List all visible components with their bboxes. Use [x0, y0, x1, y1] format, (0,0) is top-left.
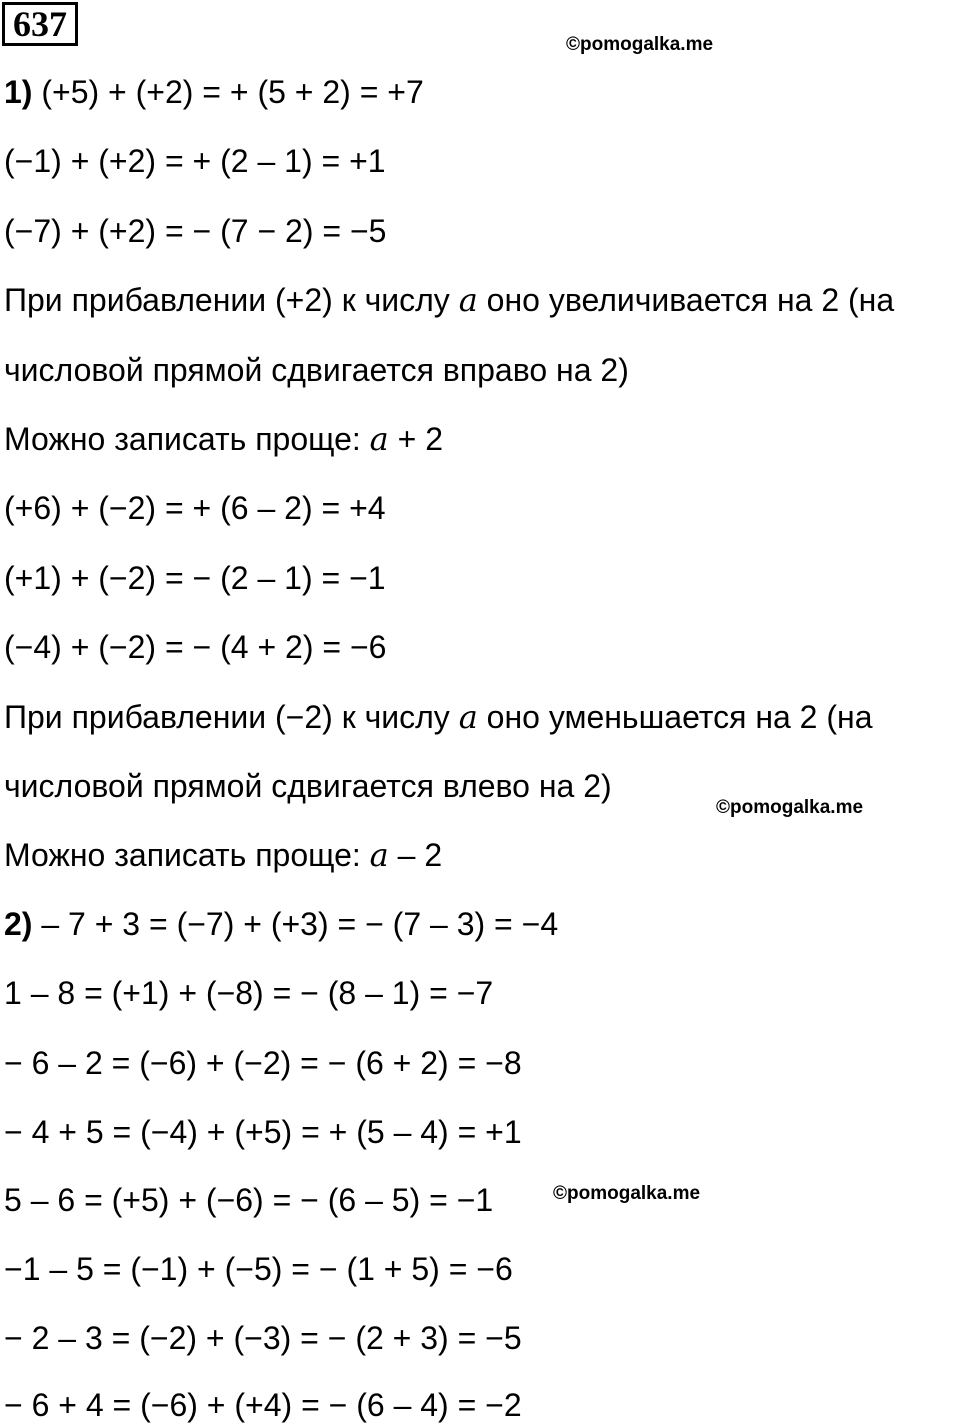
- solution-line: [4, 141, 386, 181]
- line-text: Можно записать проще:: [4, 421, 370, 457]
- solution-line: [4, 1318, 522, 1358]
- line-text: Можно записать проще:: [4, 837, 370, 873]
- solution-line: [4, 835, 442, 875]
- variable-a: a: [369, 420, 389, 458]
- solution-line: [4, 1180, 493, 1220]
- line-text: При прибавлении (−2) к числу: [4, 699, 459, 735]
- solution-line: [4, 1112, 522, 1152]
- line-text: числовой прямой сдвигается вправо на 2): [4, 352, 629, 388]
- line-text: оно уменьшается на 2 (на: [477, 699, 873, 735]
- solution-line: [4, 766, 612, 806]
- line-text: −1 – 5 = (−1) + (−5) = − (1 + 5) = −6: [4, 1251, 513, 1287]
- solution-line: [4, 904, 558, 944]
- solution-line: [4, 419, 443, 459]
- variable-a: a: [369, 836, 389, 874]
- part-label: 1): [4, 74, 33, 110]
- problem-number: 637: [2, 2, 78, 46]
- line-text: (+1) + (−2) = − (2 – 1) = −1: [4, 560, 386, 596]
- variable-a: a: [458, 281, 478, 319]
- solution-line: [4, 72, 424, 112]
- line-text: (+6) + (−2) = + (6 – 2) = +4: [4, 490, 386, 526]
- solution-line: [4, 1385, 522, 1425]
- line-text: − 6 – 2 = (−6) + (−2) = − (6 + 2) = −8: [4, 1045, 522, 1081]
- solution-line: [4, 697, 872, 737]
- watermark-top: ©pomogalka.me: [566, 34, 714, 55]
- line-text: оно увеличивается на 2 (на: [477, 282, 895, 318]
- line-text: – 7 + 3 = (−7) + (+3) = − (7 – 3) = −4: [32, 906, 559, 942]
- line-text: 5 – 6 = (+5) + (−6) = − (6 – 5) = −1: [4, 1182, 494, 1218]
- solution-line: [4, 1249, 513, 1289]
- line-text: (−7) + (+2) = − (7 − 2) = −5: [4, 213, 387, 249]
- line-text: числовой прямой сдвигается влево на 2): [4, 768, 612, 804]
- solution-line: [4, 280, 894, 320]
- solution-line: [4, 627, 386, 667]
- solution-line: [4, 488, 386, 528]
- part-label: 2): [4, 906, 33, 942]
- solution-line: [4, 1043, 522, 1083]
- watermark-bottom: ©pomogalka.me: [553, 1183, 701, 1204]
- line-text: 1 – 8 = (+1) + (−8) = − (8 – 1) = −7: [4, 975, 494, 1011]
- line-text: (−1) + (+2) = + (2 – 1) = +1: [4, 143, 386, 179]
- variable-a: a: [458, 698, 478, 736]
- solution-line: [4, 973, 493, 1013]
- line-text: + 2: [388, 421, 444, 457]
- solution-line: [4, 350, 629, 390]
- line-text: (−4) + (−2) = − (4 + 2) = −6: [4, 629, 387, 665]
- line-text: – 2: [388, 837, 443, 873]
- line-text: (+5) + (+2) = + (5 + 2) = +7: [32, 74, 424, 110]
- line-text: − 2 – 3 = (−2) + (−3) = − (2 + 3) = −5: [4, 1320, 522, 1356]
- line-text: − 6 + 4 = (−6) + (+4) = − (6 – 4) = −2: [4, 1387, 522, 1423]
- line-text: − 4 + 5 = (−4) + (+5) = + (5 – 4) = +1: [4, 1114, 522, 1150]
- solution-line: [4, 558, 386, 598]
- line-text: При прибавлении (+2) к числу: [4, 282, 459, 318]
- solution-line: [4, 211, 386, 251]
- watermark-middle: ©pomogalka.me: [716, 797, 864, 818]
